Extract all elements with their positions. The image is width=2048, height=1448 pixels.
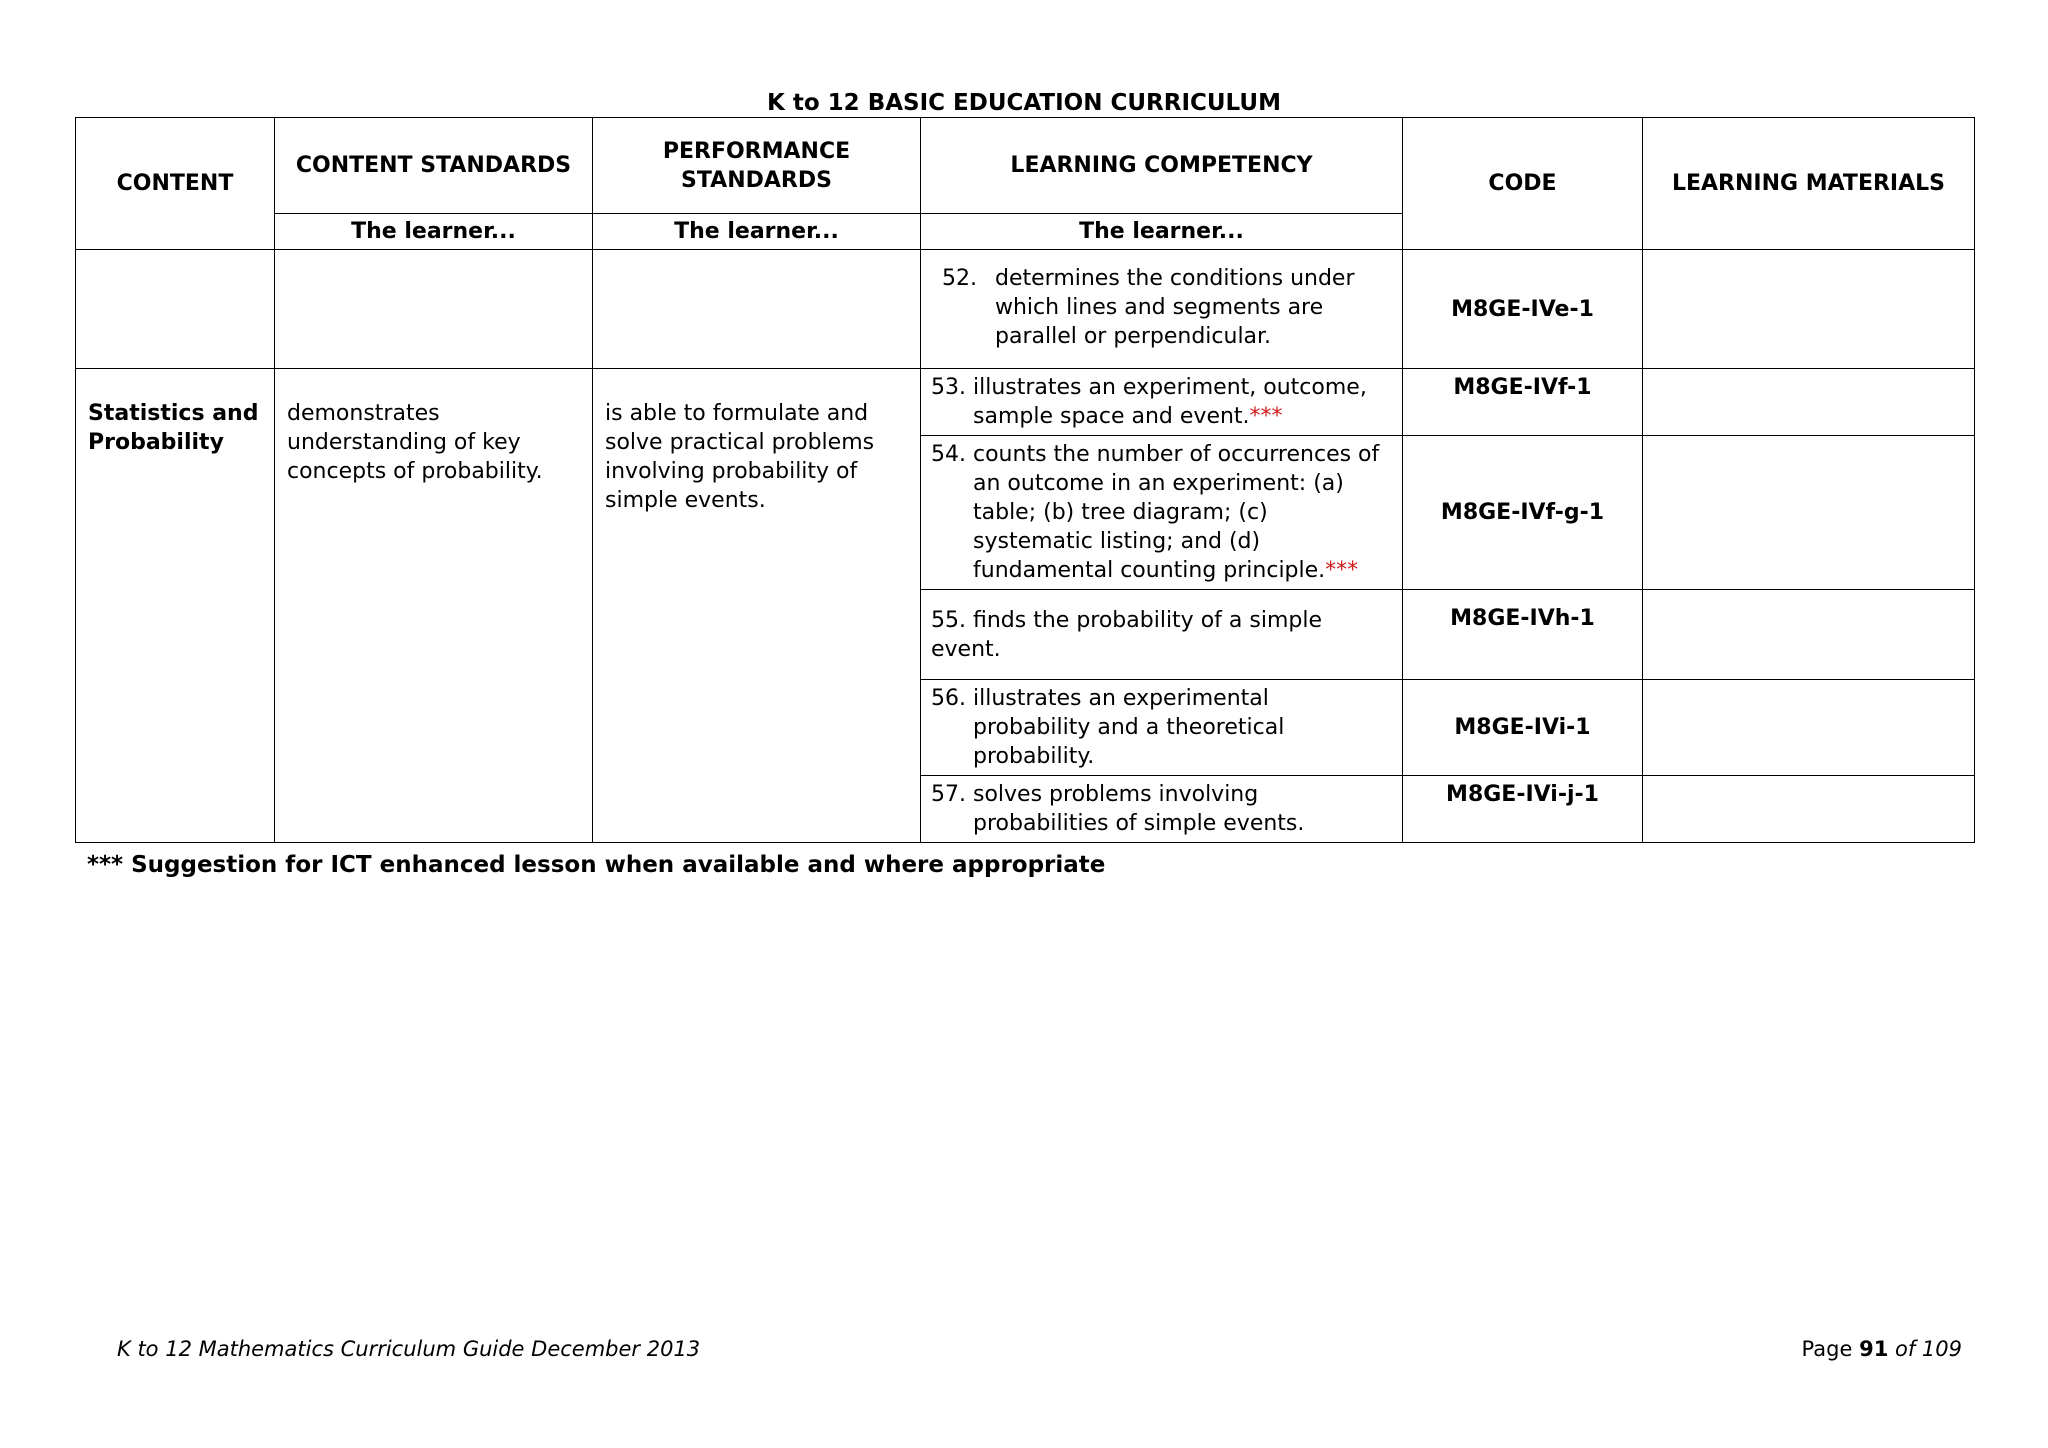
- content-statistics-probability: Statistics and Probability: [76, 369, 275, 843]
- table-row-52: [76, 250, 1975, 369]
- learning-materials-cell: [1643, 250, 1975, 369]
- competency-56: [921, 680, 1403, 776]
- header-performance-standards: PERFORMANCE STANDARDS: [593, 118, 921, 214]
- code-54: M8GE-IVf-g-1: [1403, 436, 1643, 590]
- competency-number: 53.: [931, 375, 966, 400]
- competency-57: [921, 776, 1403, 843]
- empty-cell: [76, 250, 275, 369]
- ict-footnote: *** Suggestion for ICT enhanced lesson when available and where appropriate: [87, 852, 1106, 878]
- header-code: CODE: [1403, 118, 1643, 250]
- curriculum-table: [75, 117, 1975, 843]
- total-pages: of 109: [1895, 1337, 1962, 1361]
- competency-text: illustrates an experiment, outcome, sample space and event.: [973, 375, 1367, 429]
- header-content-standards: CONTENT STANDARDS: [275, 118, 593, 214]
- header-content: CONTENT: [76, 118, 275, 250]
- header-learning-competency: LEARNING COMPETENCY: [921, 118, 1403, 214]
- page-label: Page: [1801, 1337, 1853, 1361]
- empty-cell: [593, 250, 921, 369]
- empty-cell: [275, 250, 593, 369]
- ict-marker: ***: [1325, 558, 1359, 583]
- performance-standard: is able to formulate and solve practical problems involving probability of simple events.: [593, 369, 921, 843]
- subheader-learner-cs: The learner...: [275, 214, 593, 250]
- competency-number: 54.: [931, 442, 966, 467]
- code-52: M8GE-IVe-1: [1403, 250, 1643, 369]
- competency-53: [921, 369, 1403, 436]
- competency-text: illustrates an experimental probability and a theoretical probability.: [973, 686, 1285, 769]
- ict-marker: ***: [1249, 404, 1283, 429]
- subheader-learner-lc: The learner...: [921, 214, 1403, 250]
- header-learning-materials: LEARNING MATERIALS: [1643, 118, 1975, 250]
- code-56: M8GE-IVi-1: [1403, 680, 1643, 776]
- competency-54: [921, 436, 1403, 590]
- competency-52: [921, 250, 1403, 369]
- footer-page-number: [1802, 1335, 1962, 1363]
- competency-number: 55.: [931, 607, 966, 633]
- page-title: K to 12 BASIC EDUCATION CURRICULUM: [767, 90, 1281, 116]
- competency-number: 56.: [931, 686, 966, 711]
- current-page: 91: [1859, 1337, 1889, 1361]
- competency-number: 52.: [942, 266, 977, 291]
- learning-materials-cell: [1643, 590, 1975, 680]
- code-53: M8GE-IVf-1: [1403, 369, 1643, 436]
- competency-text: counts the number of occurrences of an outcome in an experiment: (a) table; (b) tree diagram; (c) systematic listing; and (d) fundamental counting principle.: [973, 442, 1380, 583]
- table-row-53: [76, 369, 1975, 436]
- competency-55: [921, 590, 1403, 680]
- competency-number: 57.: [931, 782, 966, 807]
- code-55: M8GE-IVh-1: [1403, 590, 1643, 680]
- content-standard: demonstrates understanding of key concepts of probability.: [275, 369, 593, 843]
- learning-materials-cell: [1643, 680, 1975, 776]
- learning-materials-cell: [1643, 436, 1975, 590]
- competency-text: solves problems involving probabilities of simple events.: [973, 782, 1305, 836]
- competency-text: determines the conditions under which lines and segments are parallel or perpendicular.: [995, 266, 1355, 349]
- competency-text: finds the probability of a simple event.: [931, 607, 1322, 662]
- learning-materials-cell: [1643, 776, 1975, 843]
- learning-materials-cell: [1643, 369, 1975, 436]
- footer-guide-title: K to 12 Mathematics Curriculum Guide December 2013: [117, 1337, 701, 1361]
- subheader-learner-ps: The learner...: [593, 214, 921, 250]
- code-57: M8GE-IVi-j-1: [1403, 776, 1643, 843]
